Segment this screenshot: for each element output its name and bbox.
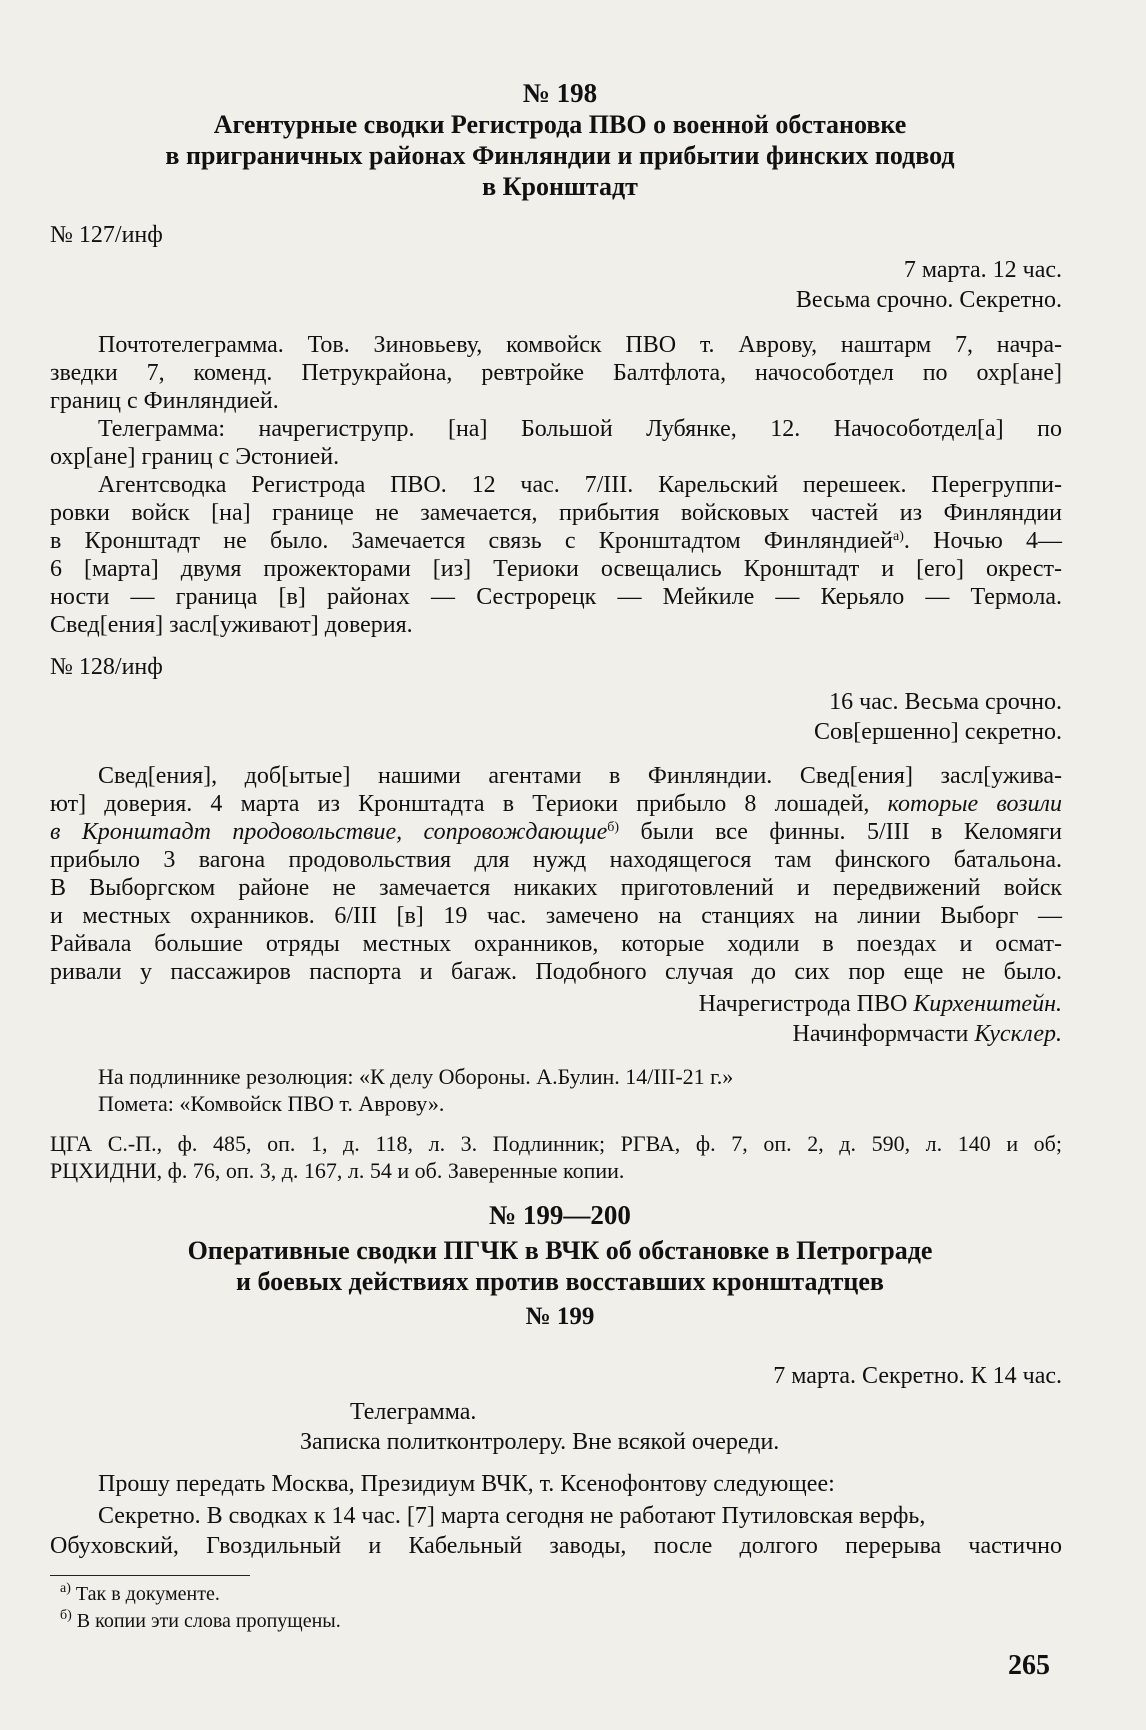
archive-reference: РЦХИДНИ, ф. 76, оп. 3, д. 167, л. 54 и об. Заверенные копии. [50, 1158, 625, 1183]
resolution-note: На подлиннике резолюция: «К делу Обороны. А.Булин. 14/III-21 г.» [98, 1064, 734, 1089]
telegram-label: Телеграмма. [350, 1399, 477, 1425]
paragraph-3-line: 6 [марта] двумя прожекторами [из] Териоки освещались Кронштадт и [его] окрест- [50, 556, 1062, 582]
paragraph-3-line: Агентсводка Регистрода ПВО. 12 час. 7/III. Карельский перешеек. Перегруппи- [98, 472, 1062, 498]
footnote-ref-b: б) [607, 820, 620, 835]
paragraph-1-line: зведки 7, коменд. Петрукрайона, ревтройке Балтфлота, начособотдел по охр[ане] [50, 360, 1062, 386]
document-page [50, 0, 1070, 1730]
footnote-ref-a: а) [892, 529, 904, 544]
signature-2: Начинформчасти Кусклер. [792, 1021, 1062, 1047]
doc-subnumber-199: № 199 [525, 1303, 595, 1330]
date-line-199: 7 марта. Секретно. К 14 час. [773, 1363, 1062, 1389]
paragraph-3-line: Свед[ения] засл[уживают] доверия. [50, 612, 413, 638]
doc-number-199-200: № 199—200 [489, 1200, 631, 1230]
paragraph-3-line: ности — граница [в] районах — Сестрорецк — Мейкиле — Керьяло — Термола. [50, 584, 1062, 610]
note-line: Записка политконтролеру. Вне всякой очереди. [300, 1429, 780, 1455]
doc-number-198: № 198 [522, 78, 598, 108]
doc-title-199-line-2: и боевых действиях против восставших кронштадтцев [236, 1267, 884, 1296]
page-number: 265 [1008, 1650, 1050, 1681]
classification-1: Весьма срочно. Секретно. [795, 287, 1062, 313]
paragraph-4-line: и местных охранников. 6/III [в] 19 час. замечено на станциях на линии Выборг — [50, 903, 1062, 929]
text-line: Прошу передать Москва, Президиум ВЧК, т. Ксенофонтову следующее: [98, 1471, 835, 1497]
classification-2: Сов[ершенно] секретно. [813, 719, 1062, 745]
doc-title-line-3: в Кронштадт [482, 172, 638, 201]
paragraph-4-line: В Выборгском районе не замечается никаких приготовлений и передвижений войск [50, 875, 1062, 901]
ref-number-128: № 128/инф [50, 654, 163, 680]
paragraph-4-line: ривали у пассажиров паспорта и багаж. Подобного случая до сих пор еще не было. [50, 959, 1062, 985]
paragraph-4-line: Райвала большие отряды местных охранников, которые ходили в поездах и осмат- [50, 931, 1062, 957]
footnote-divider [50, 1575, 250, 1576]
footnote-b: $^{б)}$ В копии эти слова пропущены. [60, 1608, 341, 1632]
signature-1: Начрегистрода ПВО Кирхенштейн. [698, 991, 1062, 1017]
paragraph-4-line: прибыло 3 вагона продовольствия для нужд находящегося там финского батальона. [50, 847, 1062, 873]
paragraph-4-line: ют] доверия. 4 марта из Кронштадта в Териоки прибыло 8 лошадей, которые возили [50, 791, 1063, 817]
footnote-a: $^{а)}$ Так в документе. [60, 1581, 220, 1605]
date-line-1: 7 марта. 12 час. [903, 257, 1062, 283]
paragraph-4-line: Свед[ения], доб[ытые] нашими агентами в Финляндии. Свед[ения] засл[ужива- [98, 763, 1062, 789]
paragraph-2-line: охр[ане] границ с Эстонией. [50, 444, 340, 470]
doc-title-line-1: Агентурные сводки Регистрода ПВО о военной обстановке [213, 110, 907, 139]
mark-note: Помета: «Комвойск ПВО т. Аврову». [98, 1091, 445, 1116]
paragraph-3-line: в Кронштадт не было. Замечается связь с Кронштадтом Финляндией$^{а)}$. Ночью 4— [50, 528, 1063, 554]
paragraph-3-line: ровки войск [на] границе не замечается, прибытия войсковых частей из Финляндии [50, 500, 1062, 526]
paragraph-1-line: границ с Финляндией. [50, 388, 279, 414]
date-line-2: 16 час. Весьма срочно. [829, 689, 1062, 715]
paragraph-2-line: Телеграмма: начрегиструпр. [на] Большой Лубянке, 12. Начособотдел[а] по [98, 416, 1062, 442]
archive-reference: ЦГА С.-П., ф. 485, оп. 1, д. 118, л. 3. Подлинник; РГВА, ф. 7, оп. 2, д. 590, л. 140 и об; [50, 1131, 1062, 1156]
ref-number-127: № 127/инф [50, 222, 163, 248]
doc-title-199-line-1: Оперативные сводки ПГЧК в ВЧК об обстановке в Петрограде [187, 1236, 933, 1265]
paragraph-4-line: в Кронштадт продовольствие, сопровождающие$^{б)}$ были все финны. 5/III в Келомяги [50, 819, 1063, 845]
text-line: Обуховский, Гвоздильный и Кабельный заводы, после долгого перерыва частично [50, 1533, 1062, 1559]
text-line: Секретно. В сводках к 14 час. [7] марта сегодня не работают Путиловская верфь, [98, 1503, 926, 1529]
doc-title-line-2: в приграничных районах Финляндии и прибытии финских подвод [165, 141, 955, 170]
paragraph-1-line: Почтотелеграмма. Тов. Зиновьеву, комвойск ПВО т. Аврову, наштарм 7, начра- [98, 332, 1062, 358]
